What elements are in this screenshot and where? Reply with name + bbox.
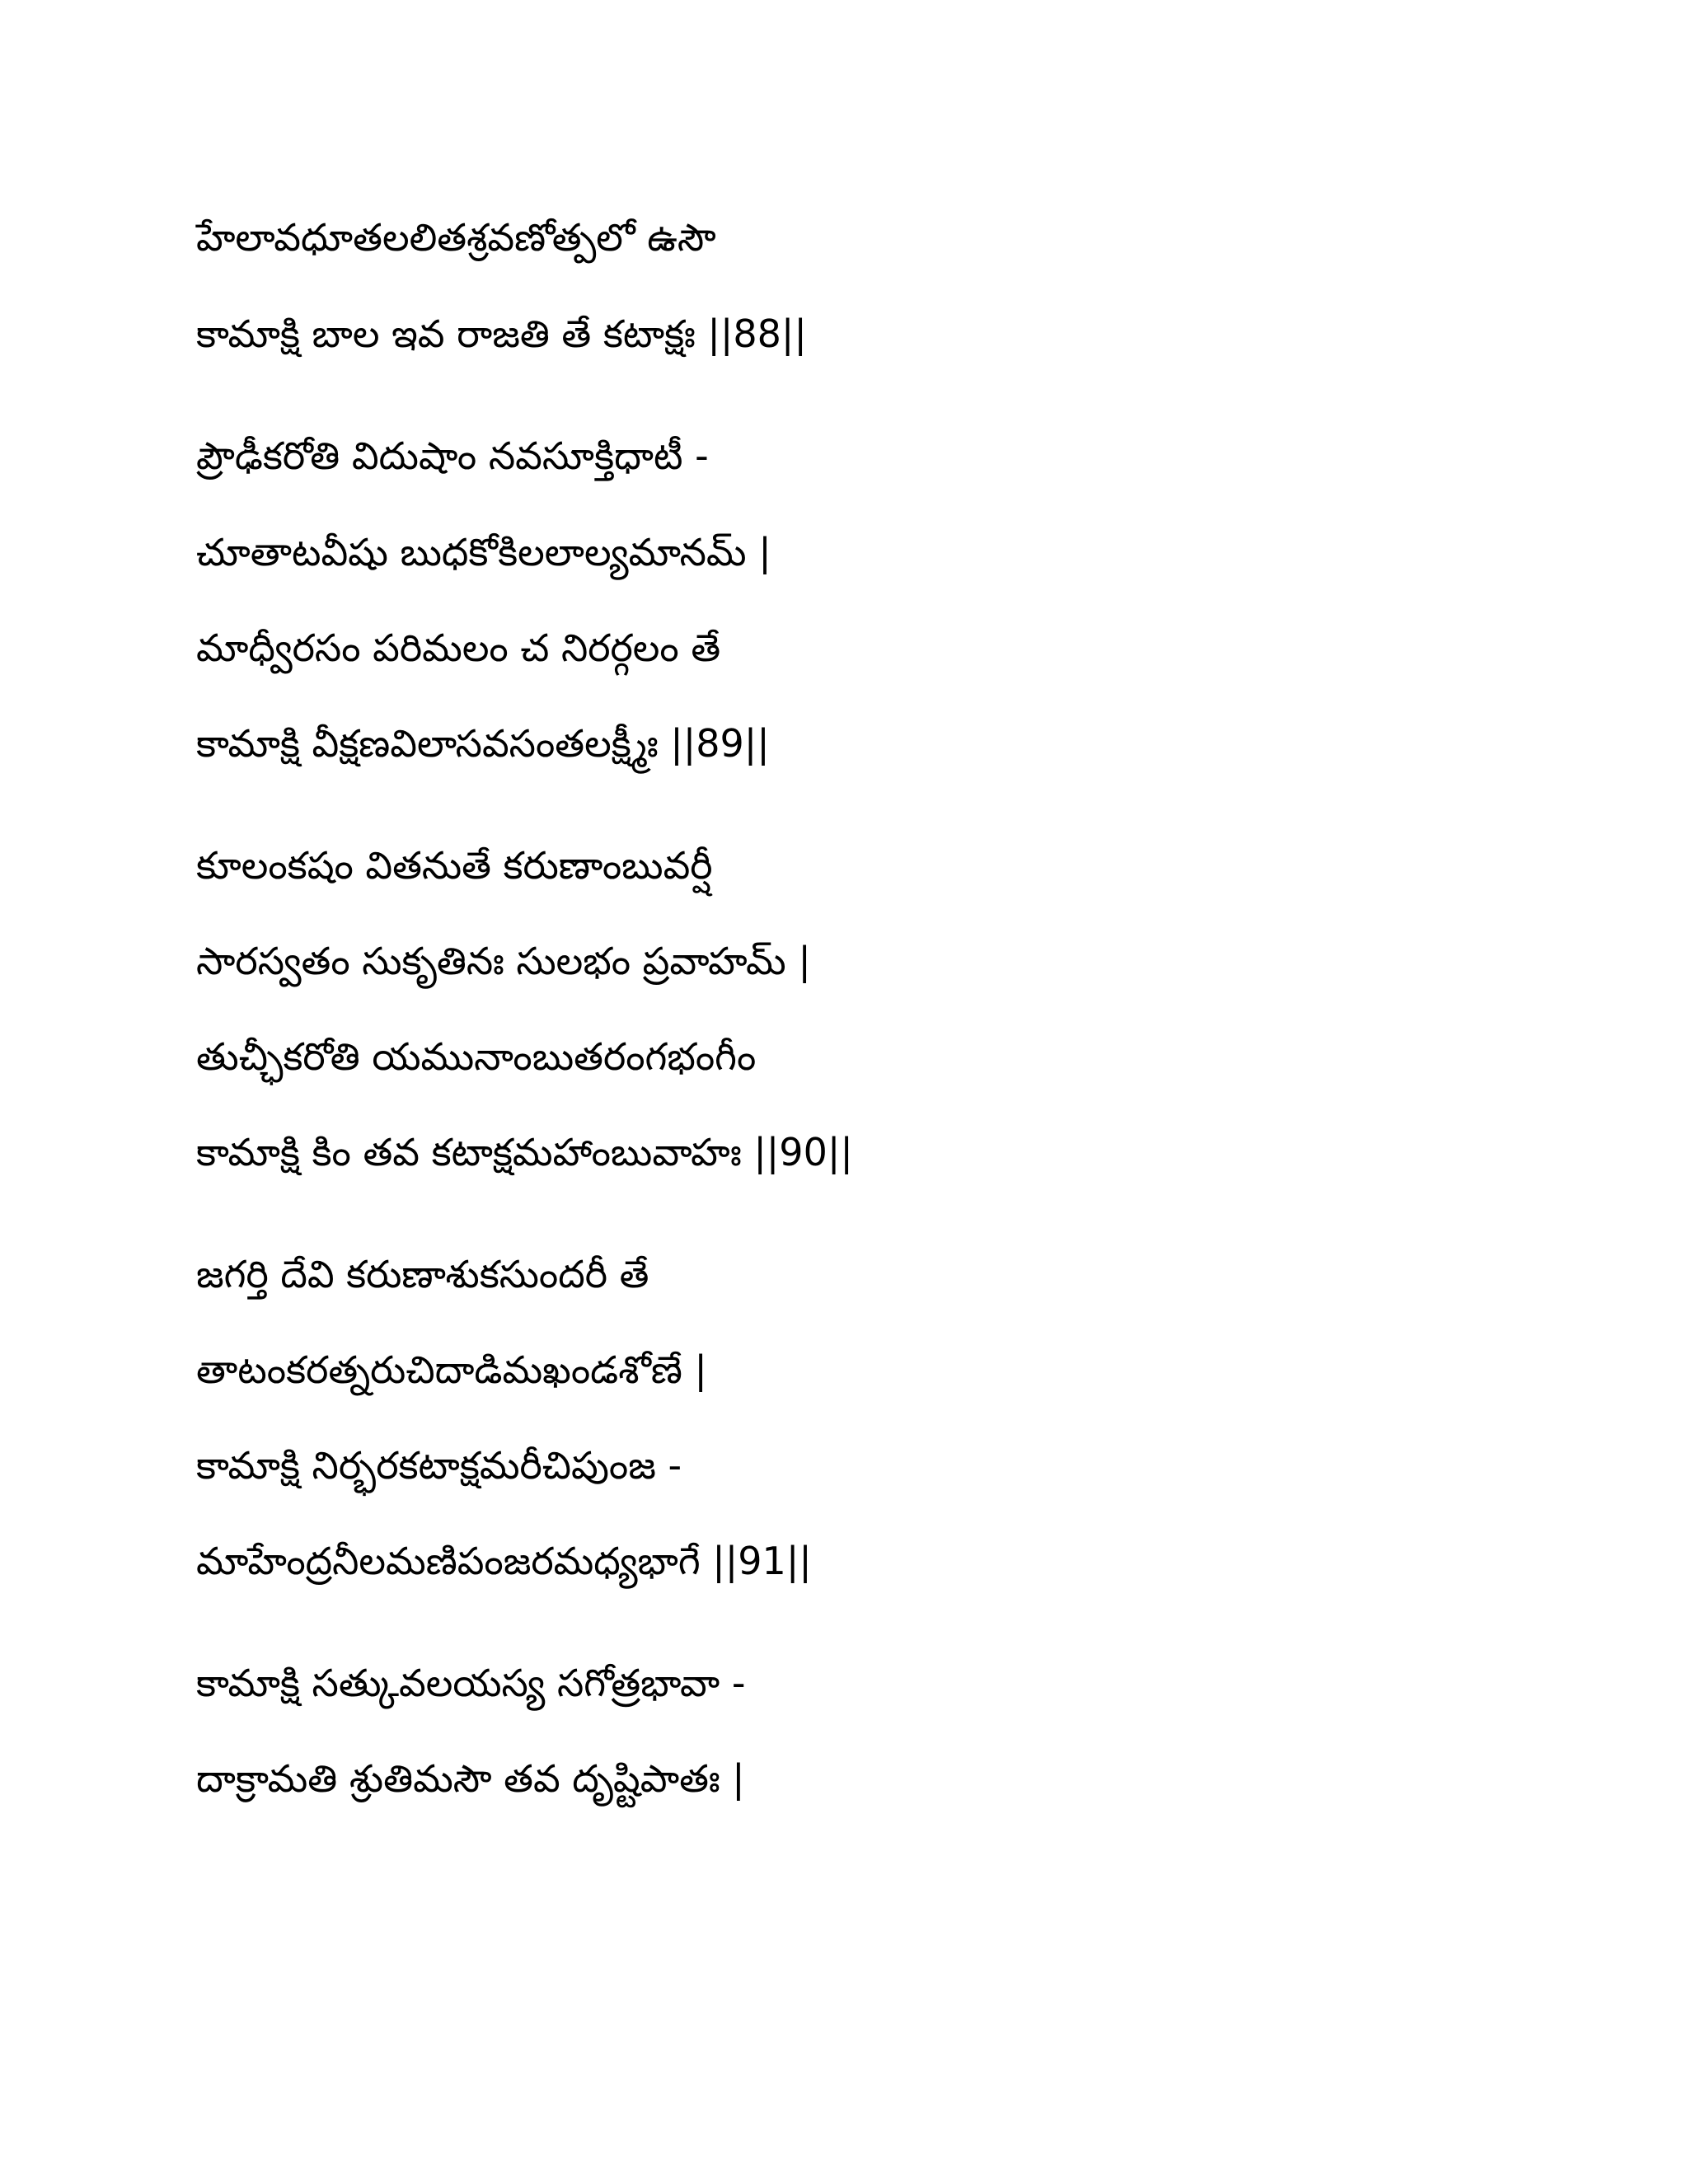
verse-88-line-1: హేలావధూతలలితశ్రవణోత్పలో ఉసౌ <box>196 215 716 260</box>
verse-89-line-2: చూతాటవీషు బుధకోకిలలాల్యమానమ్ | <box>196 530 771 574</box>
verse-88-line-2: కామాక్షి బాల ఇవ రాజతి తే కటాక్షః ||88|| <box>196 312 807 356</box>
verse-89-line-4: కామాక్షి వీక్షణవిలాసవసంతలక్ష్మీః ||89|| <box>196 721 770 766</box>
verse-90-line-2: సారస్వతం సుకృతినః సులభం ప్రవాహమ్ | <box>196 939 811 983</box>
verse-92-line-2: దాక్రామతి శ్రుతిమసౌ తవ దృష్టిపాతః | <box>196 1756 745 1801</box>
verse-90-line-3: తుచ్ఛీకరోతి యమునాంబుతరంగభంగీం <box>196 1034 757 1079</box>
verse-91-line-3: కామాక్షి నిర్భరకటాక్షమరీచిపుంజ - <box>196 1443 682 1488</box>
verse-90-line-1: కూలంకషం వితనుతే కరుణాంబువర్షీ <box>196 843 713 888</box>
verse-92-line-1: కామాక్షి సత్కువలయస్య సగోత్రభావా - <box>196 1661 746 1705</box>
verse-89-line-1: ప్రౌఢీకరోతి విదుషాం నవసూక్తిధాటీ - <box>196 434 709 478</box>
verse-91-line-1: జగర్తి దేవి కరుణాశుకసుందరీ తే <box>196 1252 649 1296</box>
verse-91-line-2: తాటంకరత్నరుచిదాడిమఖండశోణే | <box>196 1347 707 1392</box>
verse-89-line-3: మాధ్వీరసం పరిమలం చ నిరర్గలం తే <box>196 626 721 670</box>
verse-90-line-4: కామాక్షి కిం తవ కటాక్షమహాంబువాహః ||90|| <box>196 1130 853 1174</box>
verse-91-line-4: మాహేంద్రనీలమణిపంజరమధ్యభాగే ||91|| <box>196 1539 812 1583</box>
